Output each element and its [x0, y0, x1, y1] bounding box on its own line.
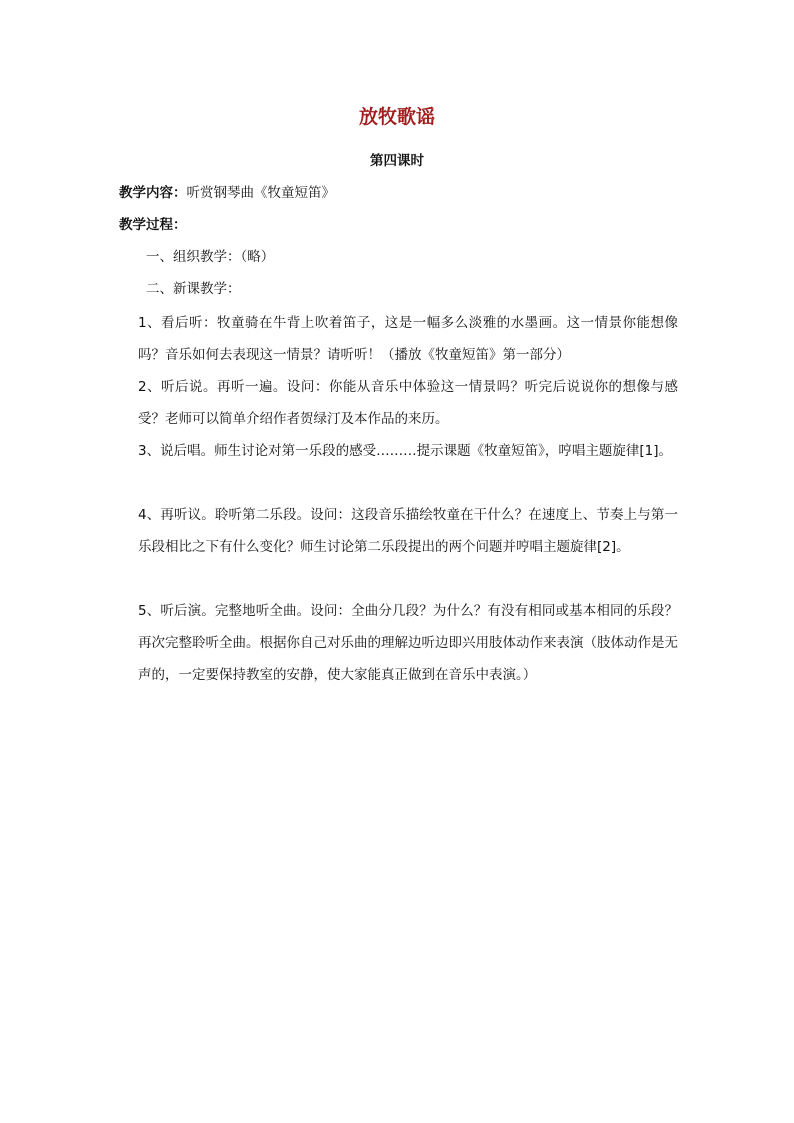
- content-label: 教学内容：: [119, 185, 187, 201]
- paragraph-1: 1、看后听：牧童骑在牛背上吹着笛子，这是一幅多么淡雅的水墨画。这一情景你能想像吗？音乐如何去表现这一情景？请听听！（播放《牧童短笛》第一部分）: [138, 315, 678, 363]
- content-line: [119, 184, 335, 202]
- paragraph-2: 2、听后说。再听一遍。设问：你能从音乐中体验这一情景吗？听完后说说你的想像与感受？老师可以简单介绍作者贺绿汀及本作品的来历。: [138, 379, 678, 427]
- step-organize: 一、组织教学：（略）: [146, 249, 275, 265]
- document-title: 放牧歌谣: [358, 106, 435, 128]
- lesson-subtitle: 第四课时: [370, 153, 424, 169]
- paragraph-3: 3、说后唱。师生讨论对第一乐段的感受………提示课题《牧童短笛》，哼唱主题旋律[1]。: [138, 443, 672, 459]
- paragraph-5: 5、听后演。完整地听全曲。设问：全曲分几段？为什么？有没有相同或基本相同的乐段？再次完整聆听全曲。根据你自己对乐曲的理解边听边即兴用肢体动作来表演（肢体动作是无声的，一定要保持教室的安静，使大家能真正做到在音乐中表演。）: [138, 603, 678, 683]
- process-label: 教学过程：: [119, 217, 187, 233]
- step-new-lesson: 二、新课教学：: [146, 281, 241, 297]
- paragraph-4: 4、再听议。聆听第二乐段。设问：这段音乐描绘牧童在干什么？在速度上、节奏上与第一乐段相比之下有什么变化？师生讨论第二乐段提出的两个问题并哼唱主题旋律[2]。: [138, 507, 678, 555]
- content-value: 听赏钢琴曲《牧童短笛》: [186, 185, 335, 201]
